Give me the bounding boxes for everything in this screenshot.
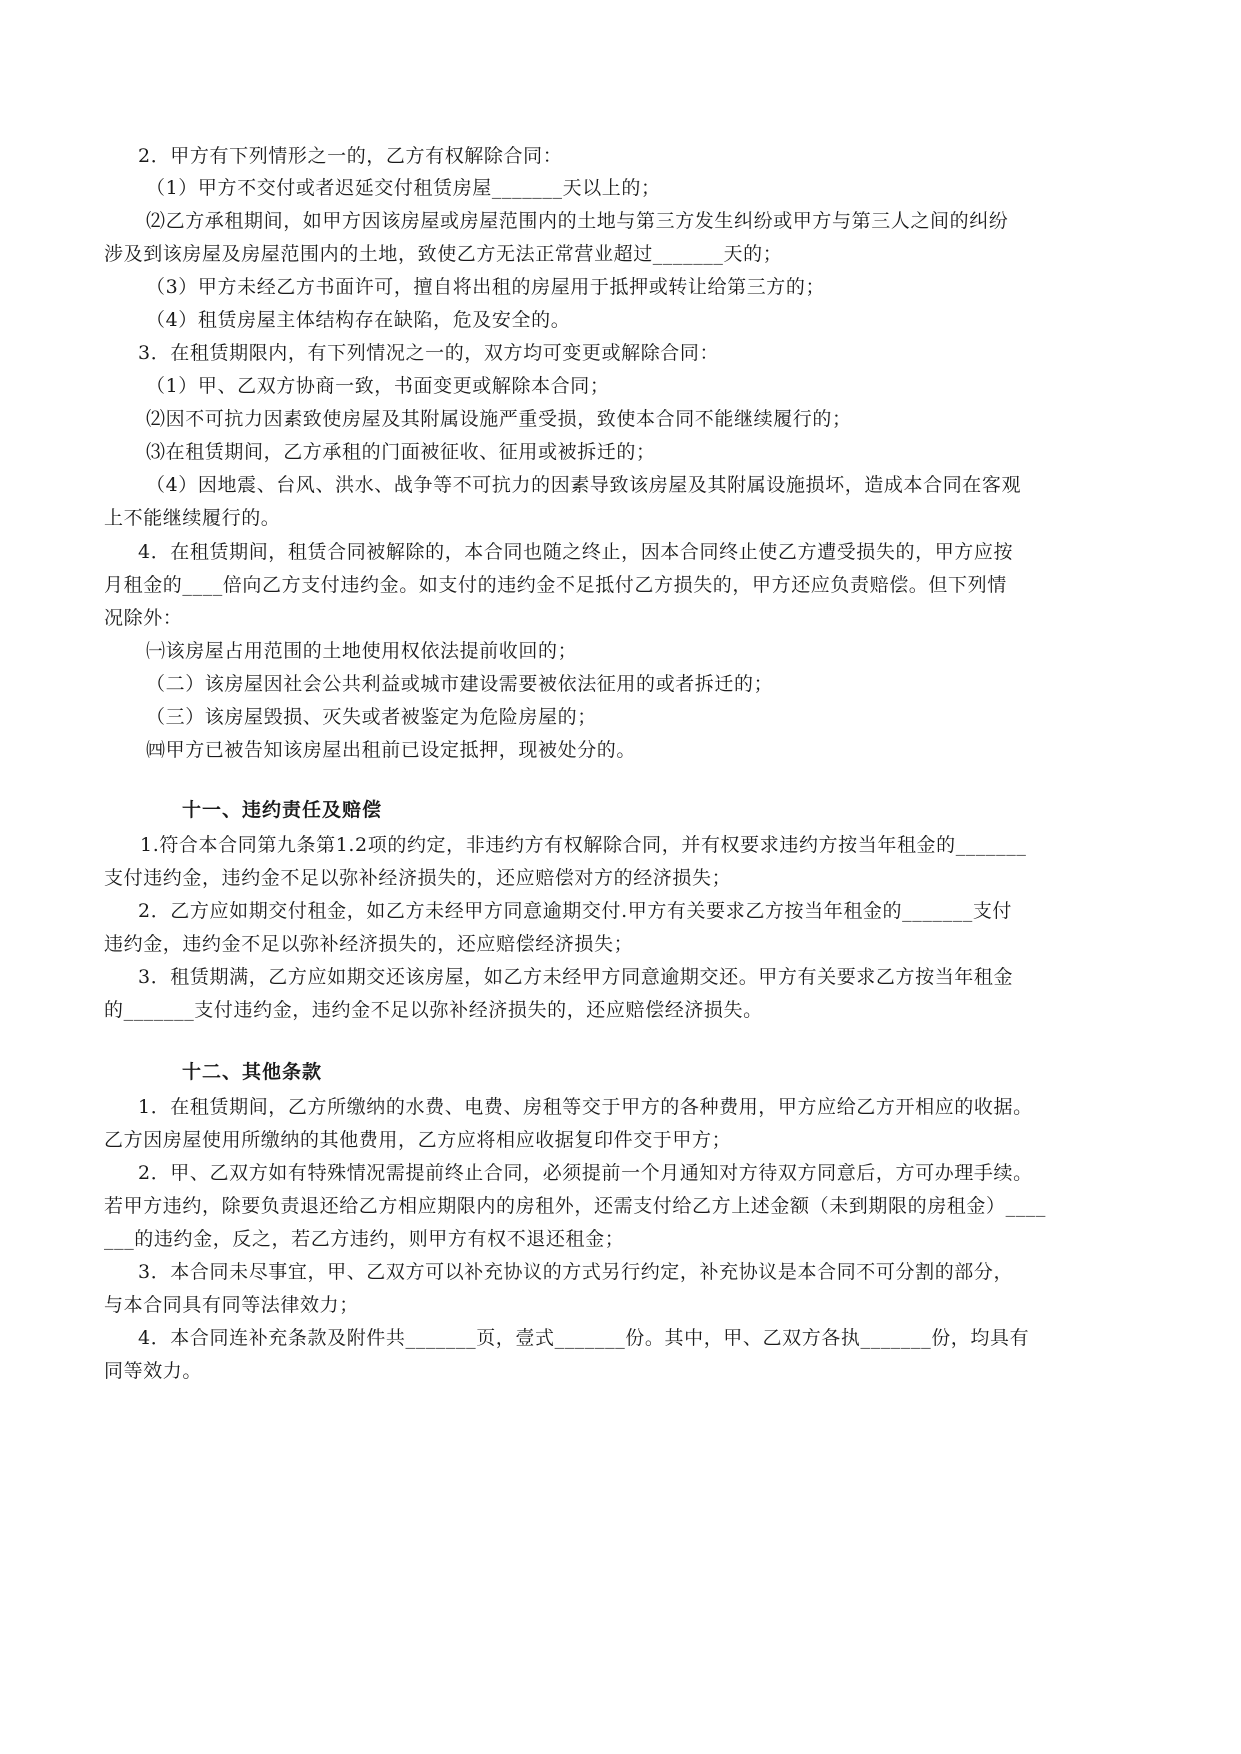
clause-10-2-2: ⑵乙方承租期间，如甲方因该房屋或房屋范围内的土地与第三方发生纠纷或甲方与第三人之间的纠纷 (146, 210, 1009, 232)
exception-4: ㈣甲方已被告知该房屋出租前已设定抵押，现被处分的。 (146, 739, 637, 761)
exception-2: （二）该房屋因社会公共利益或城市建设需要被依法征用的或者拆迁的； (146, 673, 774, 695)
section-12-heading: 十二、其他条款 (182, 1061, 323, 1083)
clause-10-2-1: （1）甲方不交付或者迟延交付租赁房屋_______天以上的； (146, 177, 661, 199)
clause-12-3-cont: 与本合同具有同等法律效力； (104, 1294, 359, 1316)
clause-12-1: 1．在租赁期间，乙方所缴纳的水费、电费、房租等交于甲方的各种费用，甲方应给乙方开相应的收据。 (138, 1096, 1033, 1118)
clause-10-3: 3．在租赁期限内，有下列情况之一的，双方均可变更或解除合同： (138, 342, 720, 364)
clause-11-3-cont: 的_______支付违约金，违约金不足以弥补经济损失的，还应赔偿经济损失。 (104, 999, 763, 1021)
clause-11-2: 2．乙方应如期交付租金，如乙方未经甲方同意逾期交付.甲方有关要求乙方按当年租金的_______支付 (138, 900, 1013, 922)
clause-10-3-1: （1）甲、乙双方协商一致，书面变更或解除本合同； (146, 375, 610, 397)
clause-12-1-cont: 乙方因房屋使用所缴纳的其他费用，乙方应将相应收据复印件交于甲方； (104, 1129, 732, 1151)
clause-12-2-cont-2: ___的违约金，反之，若乙方违约，则甲方有权不退还租金； (104, 1228, 625, 1250)
clause-12-2: 2．甲、乙双方如有特殊情况需提前终止合同，必须提前一个月通知对方待双方同意后，方可办理手续。 (138, 1162, 1033, 1184)
exception-1: ㈠该房屋占用范围的土地使用权依法提前收回的； (146, 640, 578, 662)
clause-11-3: 3．租赁期满，乙方应如期交还该房屋，如乙方未经甲方同意逾期交还。甲方有关要求乙方按当年租金 (138, 966, 1014, 988)
clause-10-2-2-cont: 涉及到该房屋及房屋范围内的土地，致使乙方无法正常营业超过_______天的； (104, 243, 783, 265)
clause-12-3: 3．本合同未尽事宜，甲、乙双方可以补充协议的方式另行约定，补充协议是本合同不可分割的部分， (138, 1261, 1014, 1283)
clause-11-1: 1.符合本合同第九条第1.2项的约定，非违约方有权解除合同，并有权要求违约方按当年租金的_______ (140, 834, 1027, 856)
section-11-heading: 十一、违约责任及赔偿 (182, 799, 383, 821)
clause-12-2-cont-1: 若甲方违约，除要负责退还给乙方相应期限内的房租外，还需支付给乙方上述金额（未到期限的房租金）____ (104, 1195, 1047, 1217)
clause-10-4-cont-2: 况除外： (104, 607, 183, 629)
clause-10-3-4-cont: 上不能继续履行的。 (104, 507, 281, 529)
clause-10-2-4: （4）租赁房屋主体结构存在缺陷，危及安全的。 (146, 309, 571, 331)
clause-12-4-cont: 同等效力。 (104, 1360, 203, 1382)
clause-10-3-4: （4）因地震、台风、洪水、战争等不可抗力的因素导致该房屋及其附属设施损坏，造成本合同在客观 (146, 474, 1022, 496)
clause-10-4-cont-1: 月租金的____倍向乙方支付违约金。如支付的违约金不足抵付乙方损失的，甲方还应负责赔偿。但下列情 (104, 574, 1007, 596)
clause-10-3-3: ⑶在租赁期间，乙方承租的门面被征收、征用或被拆迁的； (146, 441, 656, 463)
clause-12-4: 4．本合同连补充条款及附件共_______页，壹式_______份。其中，甲、乙双方各执_______份，均具有 (138, 1327, 1030, 1349)
clause-11-2-cont: 违约金，违约金不足以弥补经济损失的，还应赔偿经济损失； (104, 933, 634, 955)
clause-11-1-cont: 支付违约金，违约金不足以弥补经济损失的，还应赔偿对方的经济损失； (104, 867, 732, 889)
exception-3: （三）该房屋毁损、灭失或者被鉴定为危险房屋的； (146, 706, 597, 728)
clause-10-4: 4．在租赁期间，租赁合同被解除的，本合同也随之终止，因本合同终止使乙方遭受损失的，甲方应按 (138, 541, 1014, 563)
clause-10-2-3: （3）甲方未经乙方书面许可，擅自将出租的房屋用于抵押或转让给第三方的； (146, 276, 826, 298)
clause-10-3-2: ⑵因不可抗力因素致使房屋及其附属设施严重受损，致使本合同不能继续履行的； (146, 408, 852, 430)
clause-10-2: 2．甲方有下列情形之一的，乙方有权解除合同： (138, 145, 563, 167)
